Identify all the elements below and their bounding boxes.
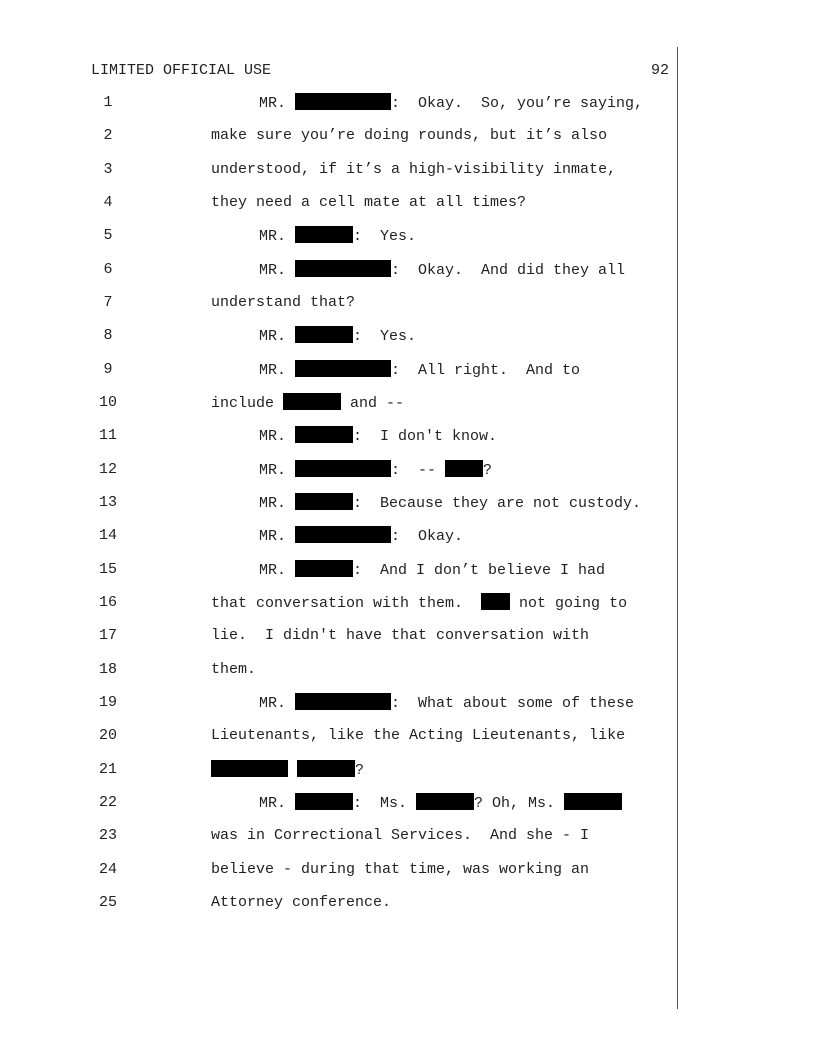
page-header-classification: LIMITED OFFICIAL USE	[91, 62, 272, 79]
line-number: 10	[98, 394, 117, 411]
line-text-segment: that conversation with them.	[211, 595, 482, 612]
line-text-segment: believe - during that time, was working an	[211, 861, 590, 878]
line-text-segment: MR.	[259, 262, 296, 279]
line-text-segment: : Okay.	[391, 528, 464, 545]
line-text	[259, 426, 497, 447]
redaction-box	[564, 793, 622, 810]
line-text	[211, 160, 616, 180]
line-text	[211, 126, 607, 146]
line-text	[259, 360, 580, 381]
redaction-box	[481, 593, 510, 610]
line-text	[211, 726, 625, 746]
line-text	[259, 93, 643, 114]
redaction-box	[295, 526, 391, 543]
line-text	[259, 526, 463, 547]
line-text-segment: : Because they are not custody.	[353, 495, 642, 512]
line-number: 14	[98, 527, 117, 544]
line-number: 20	[98, 727, 117, 744]
line-text-segment: : And I don’t believe I had	[353, 562, 606, 579]
line-text-segment: include	[211, 395, 284, 412]
line-text	[211, 893, 391, 913]
line-number: 25	[98, 894, 117, 911]
line-text-segment: : Yes.	[353, 328, 417, 345]
line-text-segment: MR.	[259, 228, 296, 245]
line-number: 4	[103, 194, 113, 211]
line-text	[211, 293, 355, 313]
line-number: 17	[98, 627, 117, 644]
line-text-segment: them.	[211, 661, 257, 678]
line-text-segment: ?	[355, 762, 365, 779]
line-text-segment: make sure you’re doing rounds, but it’s also	[211, 127, 608, 144]
line-number: 9	[103, 361, 113, 378]
line-number: 16	[98, 594, 117, 611]
line-number: 13	[98, 494, 117, 511]
line-number: 19	[98, 694, 117, 711]
redaction-box	[295, 360, 391, 377]
line-text	[259, 560, 605, 581]
line-text	[211, 626, 589, 646]
redaction-box	[295, 693, 391, 710]
line-number: 15	[98, 561, 117, 578]
line-text-segment: they need a cell mate at all times?	[211, 194, 527, 211]
line-text	[259, 326, 416, 347]
line-text	[211, 760, 364, 781]
line-text-segment: MR.	[259, 695, 296, 712]
line-text-segment: MR.	[259, 95, 296, 112]
redaction-box	[295, 560, 353, 577]
redaction-box	[445, 460, 483, 477]
line-text-segment: ? Oh, Ms.	[474, 795, 565, 812]
line-text-segment: : All right. And to	[391, 362, 581, 379]
line-number: 22	[98, 794, 117, 811]
line-text	[211, 826, 589, 846]
page-number: 92	[650, 62, 669, 79]
line-text-segment	[288, 762, 297, 779]
line-text-segment: : Okay. So, you’re saying,	[391, 95, 644, 112]
line-number: 5	[103, 227, 113, 244]
line-text-segment: Lieutenants, like the Acting Lieutenants, like	[211, 727, 626, 744]
redaction-box	[211, 760, 288, 777]
line-text	[211, 193, 526, 213]
line-text-segment: : Yes.	[353, 228, 417, 245]
line-text-segment: MR.	[259, 328, 296, 345]
redaction-box	[416, 793, 474, 810]
right-margin-rule	[677, 47, 678, 1009]
line-text	[259, 460, 492, 481]
line-text	[259, 260, 625, 281]
line-text-segment: : Ms.	[353, 795, 417, 812]
redaction-box	[297, 760, 355, 777]
line-number: 2	[103, 127, 113, 144]
line-text-segment: lie. I didn't have that conversation with	[211, 627, 590, 644]
line-text-segment: ?	[483, 462, 493, 479]
line-text	[259, 793, 622, 814]
line-text-segment: MR.	[259, 795, 296, 812]
line-text	[211, 593, 627, 614]
line-text-segment: MR.	[259, 528, 296, 545]
line-number: 7	[103, 294, 113, 311]
redaction-box	[295, 426, 353, 443]
line-number: 24	[98, 861, 117, 878]
line-text-segment: Attorney conference.	[211, 894, 392, 911]
line-text	[259, 226, 416, 247]
line-number: 18	[98, 661, 117, 678]
line-text	[259, 693, 634, 714]
line-text-segment: and --	[341, 395, 405, 412]
line-text-segment: : I don't know.	[353, 428, 498, 445]
redaction-box	[295, 493, 353, 510]
line-number: 3	[103, 161, 113, 178]
line-text-segment: was in Correctional Services. And she - I	[211, 827, 590, 844]
redaction-box	[295, 326, 353, 343]
redaction-box	[295, 460, 391, 477]
line-text	[211, 393, 404, 414]
line-text	[211, 660, 256, 680]
line-number: 6	[103, 261, 113, 278]
line-text-segment: not going to	[510, 595, 628, 612]
line-text-segment: MR.	[259, 362, 296, 379]
line-text-segment: : Okay. And did they all	[391, 262, 626, 279]
line-text-segment: : --	[391, 462, 446, 479]
line-text	[259, 493, 641, 514]
redaction-box	[295, 793, 353, 810]
line-text-segment: MR.	[259, 428, 296, 445]
redaction-box	[295, 93, 391, 110]
redaction-box	[295, 260, 391, 277]
line-text-segment: : What about some of these	[391, 695, 635, 712]
line-text	[211, 860, 589, 880]
line-number: 21	[98, 761, 117, 778]
line-number: 8	[103, 327, 113, 344]
line-text-segment: MR.	[259, 495, 296, 512]
line-text-segment: MR.	[259, 562, 296, 579]
line-number: 12	[98, 461, 117, 478]
redaction-box	[283, 393, 341, 410]
redaction-box	[295, 226, 353, 243]
line-number: 11	[98, 427, 117, 444]
line-number: 1	[103, 94, 113, 111]
line-number: 23	[98, 827, 117, 844]
line-text-segment: MR.	[259, 462, 296, 479]
line-text-segment: understood, if it’s a high-visibility inmate,	[211, 161, 617, 178]
line-text-segment: understand that?	[211, 294, 356, 311]
